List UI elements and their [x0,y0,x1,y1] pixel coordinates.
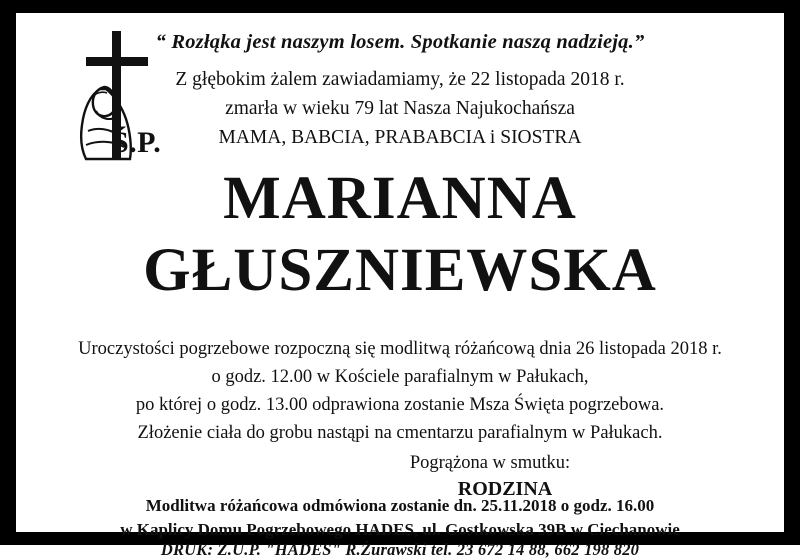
printer-credit: DRUK: Z.U.P. "HADES" R.Żurawski tel. 23 672 14 88, 662 198 820 [160,540,640,559]
grieving-label: Pogrążona w smutku: [409,453,571,473]
announcement-intro [16,65,784,152]
notice-content [16,13,784,539]
sp-abbreviation: Ś.P. [112,126,162,159]
epitaph-quote: “ Rozłąka jest naszym losem. Spotkanie naszą nadzieją.” [155,31,645,53]
ceremony-details-line: Złożenie ciała do grobu nastąpi na cmentarzu parafialnym w Pałukach. [137,423,663,443]
ceremony-details-line: o godz. 12.00 w Kościele parafialnym w Pałukach, [211,367,589,387]
deceased-last-name: GŁUSZNIEWSKA [143,237,657,304]
family-signature: RODZINA [457,478,553,500]
deceased-name [16,163,784,307]
announcement-intro-line: zmarła w wieku 79 lat Nasza Najukochańsza [225,98,575,119]
deceased-first-name: MARIANNA [223,165,577,232]
ceremony-details [16,335,784,447]
notice-inner-frame [14,11,786,539]
ceremony-details-line: Uroczystości pogrzebowe rozpoczną się modlitwą różańcową dnia 26 listopada 2018 r. [78,339,722,359]
announcement-intro-line: MAMA, BABCIA, PRABABCIA i SIOSTRA [218,127,582,148]
rosary-info-line: Modlitwa różańcowa odmówiona zostanie dn. 25.11.2018 o godz. 16.00 [145,496,655,515]
announcement-intro-line: Z głębokim żalem zawiadamiamy, że 22 listopada 2018 r. [175,69,625,90]
rosary-info-line: w Kaplicy Domu Pogrzebowego HADES, ul. Gostkowska 39B w Ciechanowie [120,520,680,539]
rosary-info [16,494,784,542]
ceremony-details-line: po której o godz. 13.00 odprawiona zostanie Msza Święta pogrzebowa. [135,395,665,415]
